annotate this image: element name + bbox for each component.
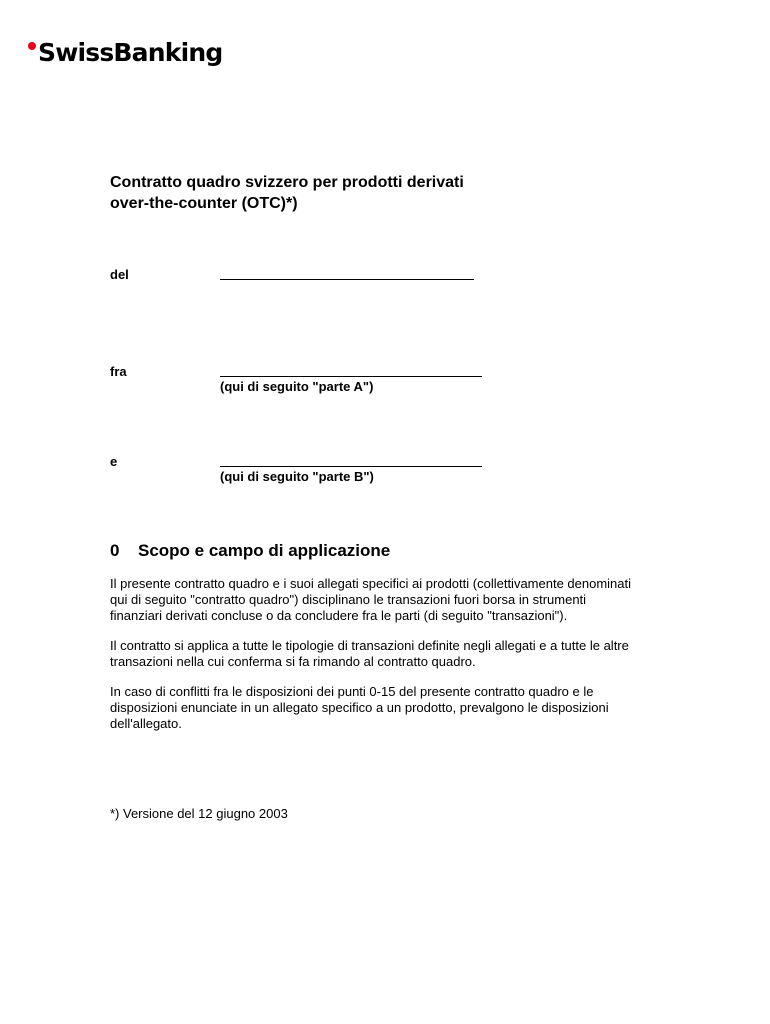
paragraph-line: Il contratto si applica a tutte le tipologie di transazioni definite negli allegati e a tutte le altre xyxy=(110,638,629,653)
footnote: *) Versione del 12 giugno 2003 xyxy=(110,806,288,821)
paragraph-line: finanziari derivati concluse o da concludere fra le parti (di seguito "transazioni"). xyxy=(110,608,568,623)
party-b-caption: (qui di seguito "parte B") xyxy=(220,469,374,484)
paragraph-1 xyxy=(110,576,710,624)
date-label: del xyxy=(110,267,129,282)
paragraph-2 xyxy=(110,638,710,670)
party-a-caption: (qui di seguito "parte A") xyxy=(220,379,374,394)
party-b-label: e xyxy=(110,454,118,469)
title-line-1: Contratto quadro svizzero per prodotti derivati xyxy=(110,174,464,191)
section-number: 0 xyxy=(110,541,120,560)
section-title: Scopo e campo di applicazione xyxy=(138,541,391,560)
logo-text: SwissBanking xyxy=(38,38,223,67)
paragraph-line: disposizioni enunciate in un allegato specifico a un prodotto, prevalgono le disposizioni xyxy=(110,700,609,715)
paragraph-line: dell'allegato. xyxy=(110,716,182,731)
paragraph-3 xyxy=(110,684,710,732)
party-b-fill-line xyxy=(220,466,482,467)
section-heading xyxy=(110,540,390,562)
paragraph-line: transazioni nella cui conferma si fa rimando al contratto quadro. xyxy=(110,654,476,669)
paragraph-line: qui di seguito "contratto quadro") disciplinano le transazioni fuori borsa in strumenti xyxy=(110,592,587,607)
document-title xyxy=(110,172,630,214)
title-line-2: over-the-counter (OTC)*) xyxy=(110,195,298,212)
party-a-label: fra xyxy=(110,364,127,379)
paragraph-line: Il presente contratto quadro e i suoi allegati specifici ai prodotti (collettivamente denominati xyxy=(110,576,632,591)
logo-red-dot-icon xyxy=(28,42,36,50)
party-a-fill-line xyxy=(220,376,482,377)
paragraph-line: In caso di conflitti fra le disposizioni dei punti 0-15 del presente contratto quadro e le xyxy=(110,684,594,699)
date-fill-line xyxy=(220,279,474,280)
